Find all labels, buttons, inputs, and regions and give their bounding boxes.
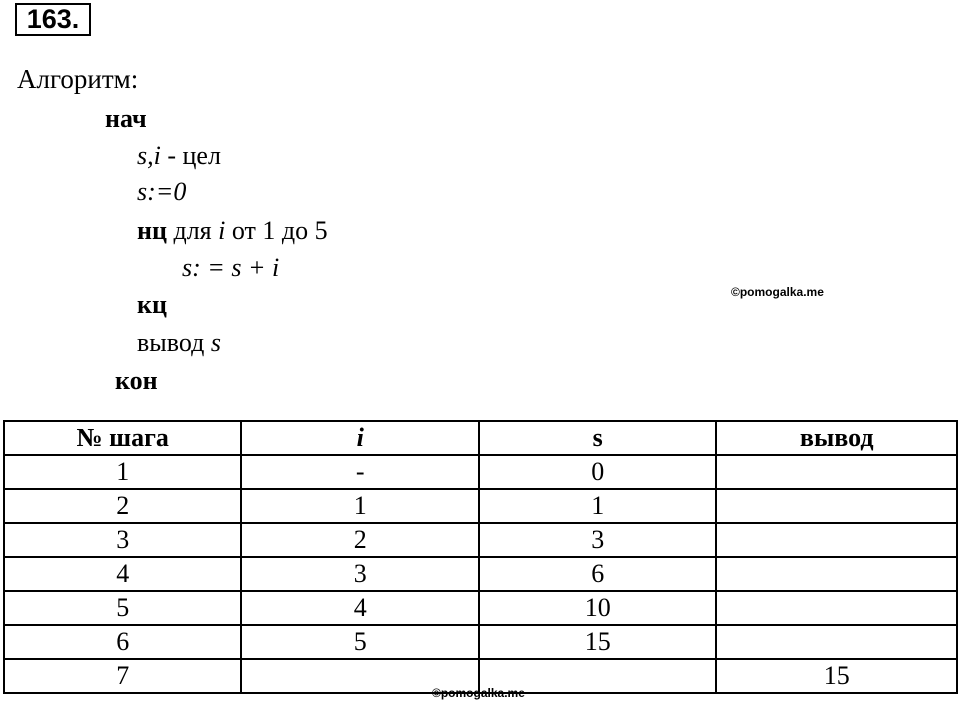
heading: Алгоритм: <box>17 64 139 94</box>
algo-loop-header <box>137 216 328 246</box>
header-output: вывод <box>716 421 957 455</box>
table-cell: 3 <box>479 523 716 557</box>
table-cell: 1 <box>4 455 241 489</box>
trace-table <box>3 420 958 694</box>
table-cell: 15 <box>479 625 716 659</box>
table-cell: 5 <box>241 625 478 659</box>
loop-for: для <box>166 216 219 245</box>
table-cell: 1 <box>479 489 716 523</box>
loop-var: i <box>218 216 226 245</box>
algo-end: кон <box>115 366 158 395</box>
table-cell <box>716 557 957 591</box>
header-i: i <box>241 421 478 455</box>
watermark: ©pomogalka.me <box>731 285 824 299</box>
algo-assign: s:=0 <box>137 177 187 206</box>
watermark: ©pomogalka.me <box>432 686 525 700</box>
loop-range: от 1 до 5 <box>225 216 328 245</box>
table-cell: 3 <box>241 557 478 591</box>
table-row <box>4 489 957 523</box>
table-cell: 2 <box>4 489 241 523</box>
table-row <box>4 455 957 489</box>
algo-output <box>137 328 221 358</box>
header-s: s <box>479 421 716 455</box>
decl-vars: s,i <box>137 141 161 170</box>
table-cell: 4 <box>4 557 241 591</box>
table-cell: 6 <box>479 557 716 591</box>
table-cell: 6 <box>4 625 241 659</box>
table-cell: 1 <box>241 489 478 523</box>
table-cell <box>716 625 957 659</box>
table-row <box>4 557 957 591</box>
table-header-row <box>4 421 957 455</box>
table-cell: 3 <box>4 523 241 557</box>
table-cell: 10 <box>479 591 716 625</box>
table-row <box>4 625 957 659</box>
output-word: вывод <box>137 328 211 357</box>
table-cell <box>716 489 957 523</box>
problem-number: 163. <box>15 3 91 36</box>
table-cell: 7 <box>4 659 241 693</box>
table-row <box>4 591 957 625</box>
table-cell: 5 <box>4 591 241 625</box>
table-cell <box>716 455 957 489</box>
table-cell: 15 <box>716 659 957 693</box>
algo-loop-end: кц <box>137 290 167 319</box>
output-var: s <box>210 328 221 357</box>
table-cell: 0 <box>479 455 716 489</box>
table-row <box>4 523 957 557</box>
decl-type: - цел <box>160 141 221 170</box>
algo-loop-body: s: = s + i <box>182 253 280 282</box>
algo-declaration <box>137 141 221 171</box>
table-cell: 2 <box>241 523 478 557</box>
table-cell <box>716 591 957 625</box>
algo-begin: нач <box>105 104 147 133</box>
table-cell: - <box>241 455 478 489</box>
table-cell <box>716 523 957 557</box>
table-cell: 4 <box>241 591 478 625</box>
loop-keyword: нц <box>137 216 167 245</box>
header-step: № шага <box>4 421 241 455</box>
